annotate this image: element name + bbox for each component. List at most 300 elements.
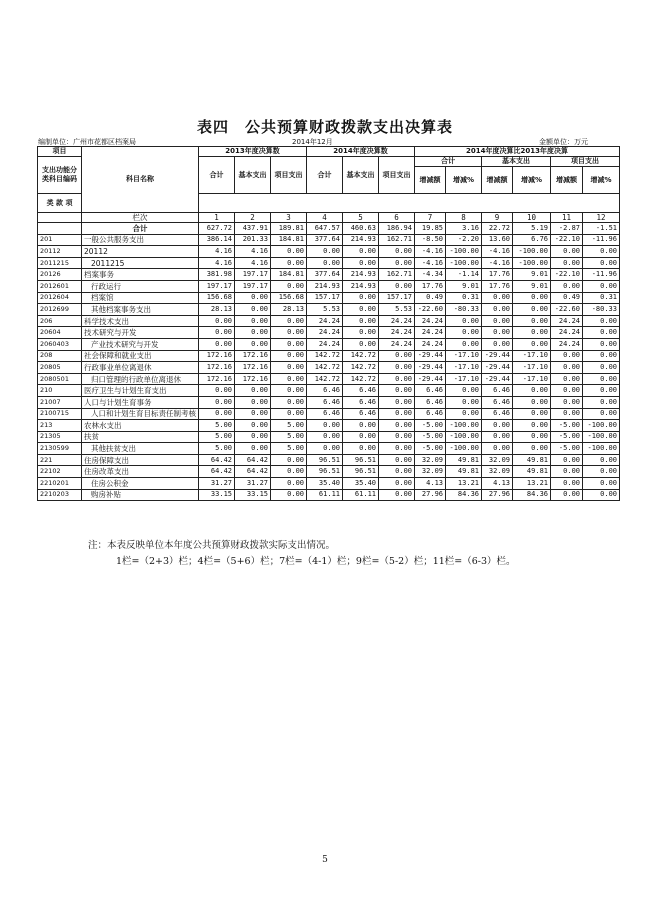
row-code: 2100715 <box>38 408 82 420</box>
row-value: 32.09 <box>415 454 446 466</box>
header-2013-total: 合计 <box>199 157 235 194</box>
row-code: 2012699 <box>38 304 82 316</box>
column-number: 7 <box>415 213 446 223</box>
row-value: -5.00 <box>551 420 583 432</box>
footnote-description: 注：本表反映单位本年度公共预算财政拨款实际支出情况。 <box>88 540 336 551</box>
row-value: 49.81 <box>446 466 482 478</box>
row-subject-name: 一般公共服务支出 <box>82 234 199 246</box>
row-value: 0.00 <box>199 338 235 350</box>
row-value: -29.44 <box>482 350 513 362</box>
table-row <box>38 420 620 432</box>
row-value: 0.00 <box>199 396 235 408</box>
column-number: 3 <box>271 213 307 223</box>
row-value: 0.00 <box>199 408 235 420</box>
row-value: 96.51 <box>343 454 379 466</box>
row-value: 0.00 <box>482 443 513 455</box>
row-value: 6.46 <box>343 385 379 397</box>
row-code: 2130599 <box>38 443 82 455</box>
row-value: 0.00 <box>379 489 415 501</box>
row-subject-name: 社会保障和就业支出 <box>82 350 199 362</box>
row-value: 214.93 <box>343 234 379 246</box>
row-value: 0.00 <box>307 443 343 455</box>
row-code: 2012601 <box>38 280 82 292</box>
row-value: 0.00 <box>551 408 583 420</box>
row-value: 0.00 <box>235 304 271 316</box>
row-value: -4.34 <box>415 269 446 281</box>
row-value: 0.00 <box>379 478 415 490</box>
row-value: 0.00 <box>482 338 513 350</box>
row-value: 0.00 <box>583 327 620 339</box>
expenditure-table <box>37 146 620 501</box>
row-value: 96.51 <box>307 466 343 478</box>
row-subject-name: 购房补贴 <box>82 489 199 501</box>
row-value: 0.00 <box>307 257 343 269</box>
row-subject-name: 其他扶贫支出 <box>82 443 199 455</box>
header-total-amount-change: 增减额 <box>415 167 446 194</box>
row-subject-name: 合计 <box>82 223 199 235</box>
row-value: 0.00 <box>271 489 307 501</box>
column-number: 5 <box>343 213 379 223</box>
row-value: 84.36 <box>513 489 551 501</box>
row-value: 0.00 <box>235 385 271 397</box>
row-value: 0.00 <box>583 257 620 269</box>
row-value: 5.00 <box>199 443 235 455</box>
row-value: -5.00 <box>415 443 446 455</box>
row-subject-name: 科学技术支出 <box>82 315 199 327</box>
row-code: 20604 <box>38 327 82 339</box>
header-basic-amount-change: 增减额 <box>482 167 513 194</box>
row-value: 17.76 <box>482 280 513 292</box>
row-value: 0.00 <box>343 443 379 455</box>
row-code: 2060403 <box>38 338 82 350</box>
table-row <box>38 489 620 501</box>
row-value: 61.11 <box>343 489 379 501</box>
row-value: 0.00 <box>551 466 583 478</box>
row-value: 0.00 <box>446 408 482 420</box>
row-value: 627.72 <box>199 223 235 235</box>
table-row <box>38 466 620 478</box>
row-code: 2080501 <box>38 373 82 385</box>
row-subject-name: 档案馆 <box>82 292 199 304</box>
row-value: 5.00 <box>199 420 235 432</box>
row-value: 0.00 <box>482 420 513 432</box>
row-value: 0.00 <box>513 304 551 316</box>
row-value: -1.51 <box>583 223 620 235</box>
row-value: 4.16 <box>199 257 235 269</box>
row-value: 24.24 <box>551 315 583 327</box>
row-subject-name: 行政运行 <box>82 280 199 292</box>
row-value: 19.85 <box>415 223 446 235</box>
table-row <box>38 223 620 235</box>
row-value: 0.00 <box>482 431 513 443</box>
row-code: 2011215 <box>38 257 82 269</box>
row-value: 0.00 <box>235 420 271 432</box>
row-value: -100.00 <box>583 420 620 432</box>
row-value: 6.46 <box>482 408 513 420</box>
header-kuan: 款 <box>56 198 63 207</box>
row-value: 184.81 <box>271 269 307 281</box>
row-value: 5.53 <box>379 304 415 316</box>
row-value: 17.76 <box>482 269 513 281</box>
table-row <box>38 292 620 304</box>
table-header <box>38 147 620 223</box>
row-value: 0.00 <box>271 362 307 374</box>
row-value: 4.16 <box>235 246 271 258</box>
header-cmp-total: 合计 <box>415 157 482 167</box>
header-lei: 类 <box>46 198 54 207</box>
row-code: 2210203 <box>38 489 82 501</box>
row-value: 6.46 <box>307 396 343 408</box>
row-value: 172.16 <box>235 373 271 385</box>
row-value: -5.00 <box>415 431 446 443</box>
row-value: 0.00 <box>446 396 482 408</box>
row-value: -22.10 <box>551 234 583 246</box>
row-value: 49.81 <box>513 466 551 478</box>
row-value: 201.33 <box>235 234 271 246</box>
row-value: 0.00 <box>307 431 343 443</box>
column-number-row <box>38 213 620 223</box>
date-label: 2014年12月 <box>292 138 333 146</box>
row-value: 5.00 <box>271 420 307 432</box>
row-value: 0.00 <box>583 478 620 490</box>
row-value: 0.00 <box>343 338 379 350</box>
row-value: -22.60 <box>551 304 583 316</box>
row-value: 32.09 <box>415 466 446 478</box>
row-subject-name: 行政事业单位离退休 <box>82 362 199 374</box>
header-total-rate-change: 增减% <box>446 167 482 194</box>
row-value: 0.00 <box>199 315 235 327</box>
row-value: -2.87 <box>551 223 583 235</box>
row-value: 0.00 <box>235 315 271 327</box>
page-number: 5 <box>322 855 328 865</box>
row-value: 5.19 <box>513 223 551 235</box>
row-value: -1.14 <box>446 269 482 281</box>
row-code: 201 <box>38 234 82 246</box>
row-value: 0.00 <box>379 362 415 374</box>
table-row <box>38 385 620 397</box>
row-value: 5.53 <box>307 304 343 316</box>
row-value: 0.00 <box>235 408 271 420</box>
row-value: 0.00 <box>446 327 482 339</box>
row-value: -29.44 <box>482 373 513 385</box>
column-number: 10 <box>513 213 551 223</box>
header-2013: 2013年度决算数 <box>199 147 307 157</box>
row-value: 0.00 <box>379 443 415 455</box>
row-value: 0.00 <box>551 454 583 466</box>
row-value: 0.00 <box>513 431 551 443</box>
header-xiang: 项 <box>65 198 73 207</box>
row-value: 9.01 <box>446 280 482 292</box>
row-value: 0.00 <box>271 385 307 397</box>
row-value: 9.01 <box>513 269 551 281</box>
table-row <box>38 280 620 292</box>
column-number: 6 <box>379 213 415 223</box>
table-row <box>38 454 620 466</box>
row-value: 13.21 <box>446 478 482 490</box>
column-number: 9 <box>482 213 513 223</box>
row-value: 0.00 <box>379 257 415 269</box>
row-value: -4.16 <box>482 257 513 269</box>
header-2014-total: 合计 <box>307 157 343 194</box>
column-number: 4 <box>307 213 343 223</box>
header-compare: 2014年度决算比2013年度决算 <box>415 147 620 157</box>
row-subject-name: 档案事务 <box>82 269 199 281</box>
lanci-label: 栏次 <box>82 213 199 223</box>
row-value: 0.00 <box>482 315 513 327</box>
row-value: 24.24 <box>307 315 343 327</box>
row-value: 214.93 <box>343 280 379 292</box>
row-value: 96.51 <box>307 454 343 466</box>
row-value: 33.15 <box>199 489 235 501</box>
row-value: 0.00 <box>551 373 583 385</box>
row-value: 4.13 <box>415 478 446 490</box>
column-number: 8 <box>446 213 482 223</box>
row-value: 0.00 <box>235 338 271 350</box>
row-value: 156.68 <box>271 292 307 304</box>
row-value: 24.24 <box>551 327 583 339</box>
row-value: 84.36 <box>446 489 482 501</box>
row-value: 157.17 <box>379 292 415 304</box>
row-value: 0.00 <box>271 246 307 258</box>
row-value: 0.00 <box>513 338 551 350</box>
row-value: 142.72 <box>343 362 379 374</box>
row-value: 460.63 <box>343 223 379 235</box>
header-func-class <box>38 157 82 194</box>
unit-label: 编制单位：广州市花都区档案局 <box>38 138 136 146</box>
row-value: -100.00 <box>513 246 551 258</box>
row-value: 33.15 <box>235 489 271 501</box>
row-value: -4.16 <box>415 257 446 269</box>
table-title: 表四 公共预算财政拨款支出决算表 <box>196 118 453 136</box>
row-value: 162.71 <box>379 269 415 281</box>
row-value: 0.00 <box>343 431 379 443</box>
row-subject-name: 医疗卫生与计划生育支出 <box>82 385 199 397</box>
row-value: 0.00 <box>551 396 583 408</box>
row-value: -100.00 <box>446 431 482 443</box>
row-value: 0.00 <box>235 443 271 455</box>
header-2013-project: 项目支出 <box>271 157 307 194</box>
row-value: 9.01 <box>513 280 551 292</box>
row-value: 0.00 <box>513 396 551 408</box>
row-value: 64.42 <box>199 466 235 478</box>
row-value: 5.00 <box>199 431 235 443</box>
row-value: 162.71 <box>379 234 415 246</box>
row-value: 0.00 <box>271 478 307 490</box>
row-value: 0.00 <box>343 327 379 339</box>
row-value: 0.00 <box>446 315 482 327</box>
row-value: 172.16 <box>199 350 235 362</box>
footnote-formula: 1栏=（2+3）栏；4栏=（5+6）栏；7栏=（4-1）栏；9栏=（5-2）栏；11栏=（6-3）栏。 <box>116 556 516 567</box>
row-value: 142.72 <box>343 350 379 362</box>
row-value: 0.00 <box>551 489 583 501</box>
row-value: 64.42 <box>235 454 271 466</box>
row-value: 0.00 <box>513 292 551 304</box>
row-code: 22102 <box>38 466 82 478</box>
row-value: 386.14 <box>199 234 235 246</box>
header-2014-basic: 基本支出 <box>343 157 379 194</box>
row-value: -29.44 <box>482 362 513 374</box>
row-value: 172.16 <box>199 373 235 385</box>
row-value: 0.00 <box>583 408 620 420</box>
row-value: -5.00 <box>551 431 583 443</box>
amount-unit-label: 金额单位：万元 <box>539 138 588 146</box>
row-value: -29.44 <box>415 362 446 374</box>
row-value: 0.00 <box>583 466 620 478</box>
row-subject-name: 技术研究与开发 <box>82 327 199 339</box>
row-value: 49.81 <box>513 454 551 466</box>
row-code: 206 <box>38 315 82 327</box>
row-subject-name: 住房保障支出 <box>82 454 199 466</box>
row-value: -100.00 <box>446 257 482 269</box>
row-value: 13.60 <box>482 234 513 246</box>
row-value: 27.96 <box>482 489 513 501</box>
header-func-class-label: 支出功能分类科目编码 <box>42 166 77 183</box>
row-code: 210 <box>38 385 82 397</box>
header-cmp-project: 项目支出 <box>551 157 620 167</box>
row-value: 0.49 <box>551 292 583 304</box>
row-value: 0.00 <box>235 292 271 304</box>
row-value: 189.81 <box>271 223 307 235</box>
row-value: 6.46 <box>415 385 446 397</box>
row-subject-name: 20112 <box>82 246 199 258</box>
row-value: 0.00 <box>235 327 271 339</box>
row-code: 20112 <box>38 246 82 258</box>
table-row <box>38 350 620 362</box>
row-code: 213 <box>38 420 82 432</box>
row-value: -100.00 <box>583 443 620 455</box>
row-value: 0.00 <box>379 396 415 408</box>
row-code: 21305 <box>38 431 82 443</box>
row-value: 0.00 <box>583 246 620 258</box>
row-value: 0.00 <box>551 385 583 397</box>
row-value: 0.00 <box>379 466 415 478</box>
row-value: 377.64 <box>307 234 343 246</box>
row-value: 0.49 <box>415 292 446 304</box>
table-row <box>38 431 620 443</box>
row-value: 6.46 <box>482 385 513 397</box>
row-value: -22.10 <box>551 269 583 281</box>
row-value: 24.24 <box>415 338 446 350</box>
row-value: 0.00 <box>199 327 235 339</box>
row-subject-name: 扶贫 <box>82 431 199 443</box>
row-value: -100.00 <box>583 431 620 443</box>
row-value: 6.46 <box>307 408 343 420</box>
row-value: 214.93 <box>343 269 379 281</box>
row-value: 381.98 <box>199 269 235 281</box>
header-project-rate-change: 增减% <box>583 167 620 194</box>
row-value: -100.00 <box>513 257 551 269</box>
row-value: 24.24 <box>307 327 343 339</box>
row-value: 35.40 <box>307 478 343 490</box>
row-value: -22.60 <box>415 304 446 316</box>
row-value: 0.00 <box>271 408 307 420</box>
table-row <box>38 234 620 246</box>
row-value: 32.09 <box>482 454 513 466</box>
row-code: 20126 <box>38 269 82 281</box>
row-value: 0.00 <box>271 280 307 292</box>
row-subject-name: 归口管理的行政单位离退休 <box>82 373 199 385</box>
table-row <box>38 408 620 420</box>
column-number: 11 <box>551 213 583 223</box>
column-number: 12 <box>583 213 620 223</box>
row-value: 0.00 <box>271 466 307 478</box>
header-lei-kuan-xiang <box>38 194 82 213</box>
row-value: -5.00 <box>551 443 583 455</box>
row-value: 0.00 <box>513 385 551 397</box>
row-code: 208 <box>38 350 82 362</box>
row-value: -80.33 <box>583 304 620 316</box>
row-value: 0.00 <box>551 478 583 490</box>
header-project: 项目 <box>38 147 82 157</box>
row-value: -11.96 <box>583 234 620 246</box>
row-code: 21007 <box>38 396 82 408</box>
row-value: 0.00 <box>271 338 307 350</box>
row-value: 0.00 <box>551 257 583 269</box>
row-value: 6.46 <box>415 396 446 408</box>
row-code <box>38 223 82 235</box>
row-value: -17.10 <box>513 373 551 385</box>
header-2013-basic: 基本支出 <box>235 157 271 194</box>
row-value: 28.13 <box>271 304 307 316</box>
row-value: 24.24 <box>307 338 343 350</box>
row-value: 142.72 <box>343 373 379 385</box>
row-value: 0.31 <box>446 292 482 304</box>
row-value: 64.42 <box>199 454 235 466</box>
row-value: 0.00 <box>583 280 620 292</box>
row-value: 0.00 <box>583 315 620 327</box>
row-value: 5.00 <box>271 443 307 455</box>
row-code: 2012604 <box>38 292 82 304</box>
row-code: 2210201 <box>38 478 82 490</box>
header-cmp-basic: 基本支出 <box>482 157 551 167</box>
header-basic-rate-change: 增减% <box>513 167 551 194</box>
row-value: 156.68 <box>199 292 235 304</box>
row-value: 186.94 <box>379 223 415 235</box>
row-subject-name: 2011215 <box>82 257 199 269</box>
row-value: 0.00 <box>235 396 271 408</box>
row-value: -100.00 <box>446 443 482 455</box>
row-value: 6.76 <box>513 234 551 246</box>
row-value: 0.31 <box>583 292 620 304</box>
row-value: 5.00 <box>271 431 307 443</box>
column-number: 2 <box>235 213 271 223</box>
row-value: 214.93 <box>307 280 343 292</box>
table-row <box>38 269 620 281</box>
row-value: 31.27 <box>199 478 235 490</box>
row-value: 0.00 <box>271 373 307 385</box>
table-row <box>38 327 620 339</box>
row-value: 0.00 <box>271 315 307 327</box>
row-value: -100.00 <box>446 420 482 432</box>
row-value: 3.16 <box>446 223 482 235</box>
row-value: -29.44 <box>415 373 446 385</box>
table-row <box>38 373 620 385</box>
row-value: -11.96 <box>583 269 620 281</box>
row-value: 24.24 <box>379 315 415 327</box>
row-value: -100.00 <box>446 246 482 258</box>
lanci-blank <box>38 213 82 223</box>
row-value: 35.40 <box>343 478 379 490</box>
table-row <box>38 304 620 316</box>
row-value: 0.00 <box>583 350 620 362</box>
row-value: 0.00 <box>551 280 583 292</box>
row-value: 6.46 <box>415 408 446 420</box>
row-value: 0.00 <box>271 350 307 362</box>
row-subject-name: 人口和计划生育目标责任制考核 <box>82 408 199 420</box>
row-value: -17.10 <box>446 373 482 385</box>
column-number: 1 <box>199 213 235 223</box>
row-value: 13.21 <box>513 478 551 490</box>
